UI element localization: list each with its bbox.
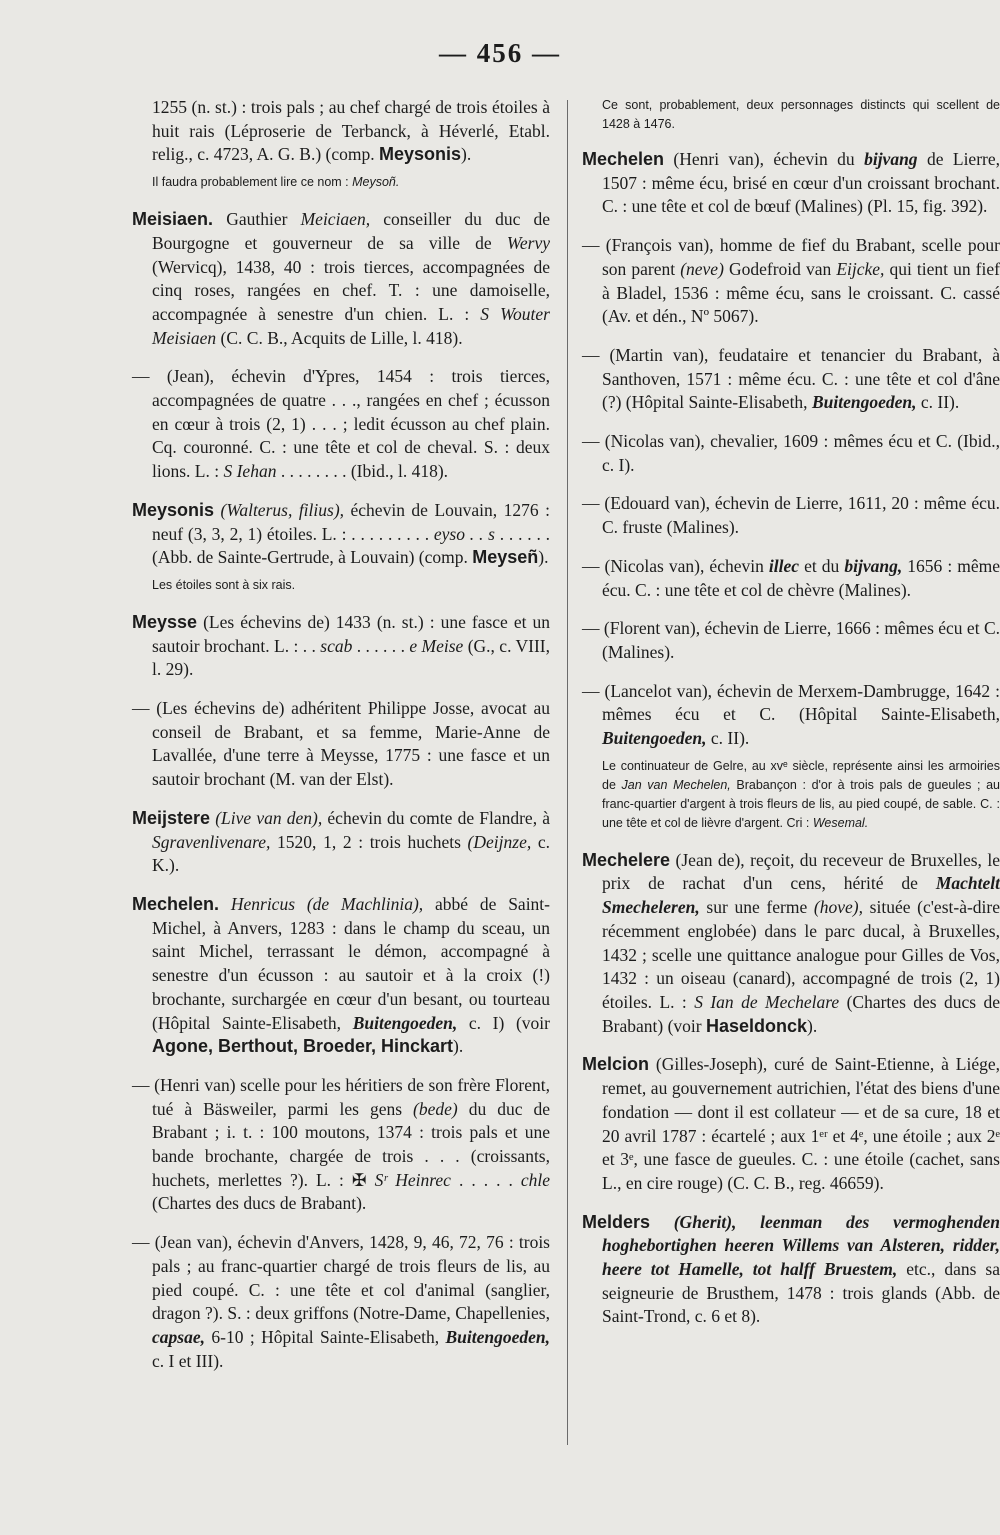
entry-headword: Agone, Berthout, Broeder, Hinckart [152, 1036, 454, 1057]
entry-text [219, 894, 231, 914]
entry-text: — (Henri van) scelle pour les héritiers de son frère Florent, tué à Bäsweiler, parmi les gens [132, 1074, 550, 1119]
entry-text: capsae, [152, 1326, 205, 1347]
entry-text: Sgravenlivenare, [152, 831, 271, 852]
entry-text: illec [768, 555, 800, 576]
entry-text: c. K.). [152, 831, 550, 876]
entry-text: ). [453, 1036, 464, 1057]
footnote-note-1428-1476 [602, 96, 1000, 134]
entry-text: scab [320, 635, 353, 656]
entry-text: Eijcke, [836, 258, 885, 279]
entry-text: 6-10 ; Hôpital Sainte-Elisabeth, [204, 1326, 446, 1347]
entry-headword: Mechelen. [132, 893, 220, 914]
left-column [132, 96, 550, 1388]
entry-text: — (Florent van), échevin de Lierre, 1666 : mêmes écu et C. (Malines). [582, 618, 1000, 662]
entry-text: Les étoiles sont à six rais. [152, 577, 296, 592]
entry-text: — (Lancelot van), échevin de Merxem-Dambrugge, 1642 : mêmes écu et C. (Hôpital Sainte-Elisabeth, [582, 680, 1000, 725]
entry-text: Sʳ Heinrec [374, 1169, 451, 1190]
entry-text: située (c'est-à-dire récemment englobée) dans le parc ducal, à Bruxelles, 1432 ; scelle une quittance analogue pour Gilles de Vos, 1432 : un oiseau (canard), accompagné de trois (2, 1) étoiles. L. : [602, 897, 1000, 1012]
entry-text [650, 1212, 674, 1232]
entry-headword: Meyseñ [472, 547, 539, 568]
entry-text: conseiller du duc de Bourgogne et gouverneur de sa ville de [152, 209, 551, 253]
page-number: — 456 — [439, 38, 561, 68]
entry-text: Henricus (de Machlinia), [230, 893, 424, 914]
entry-text: Brabançon : d'or à trois pals de gueules ; au franc-quartier d'argent à trois fleurs de lis, au pied coupé, de sable. C. : une tête et col de lièvre d'argent. Cri : [602, 777, 1000, 830]
entry-text: Il faudra probablement lire ce nom : [152, 175, 353, 190]
entry-mechelen-henricus [132, 893, 550, 1059]
entry-headword: Melcion [582, 1054, 650, 1075]
entry-text: (Les échevins de) 1433 (n. st.) : une fasce et un sautoir brochant. L. : . . [152, 611, 550, 656]
entry-meijstere [132, 807, 550, 878]
entry-text: ). [461, 144, 472, 165]
entry-text: Jan van Mechelen, [621, 777, 731, 792]
entry-headword: Mechelen [582, 149, 665, 169]
entry-text: (Chartes des ducs de Brabant). [152, 1193, 367, 1214]
entry-text: bijvang [864, 149, 918, 169]
entry-melders [582, 1211, 1000, 1330]
entry-text: (Deijnze, [467, 831, 532, 852]
entry-text: eyso . . s [433, 523, 495, 544]
entry-text: S Ian de Mechelare [694, 991, 840, 1012]
entry-mechelen-henri-1507 [582, 148, 1000, 219]
entry-cont-terbanck [132, 96, 550, 167]
entry-mechelen-martin [582, 344, 1000, 415]
entry-mechelere [582, 849, 1000, 1039]
entry-mechelen-jean [132, 1231, 550, 1373]
entry-headword: Mechelere [582, 849, 671, 870]
entry-text: de Lierre, 1507 : même écu, brisé en cœur d'un croissant brochant. C. : une tête et col de bœuf (Malines) (Pl. 15, fig. 392). [602, 149, 1000, 217]
entry-text: . . . . . . (Abb. de Sainte-Gertrude, à Louvain) (comp. [152, 523, 551, 568]
entry-text: — (François van), homme de fief du Brabant, scelle pour son parent [582, 235, 1000, 279]
entry-text: (Live van den), [215, 807, 323, 828]
entry-text: bijvang, [844, 555, 903, 576]
entry-meysse [132, 611, 550, 682]
entry-text: (hove), [813, 897, 863, 918]
entry-text: c. I et III). [152, 1350, 224, 1371]
entry-text: (bede) [413, 1098, 458, 1119]
entry-text: (Chartes des ducs de Brabant) (voir [602, 991, 1000, 1036]
entry-text: (Gherit), leenman des vermoghenden hoghebortighen heeren Willems van Alsteren, ridder, heere tot Hamelle, tot halff Bruestem, [602, 1211, 1000, 1280]
entry-mechelen-nicolas-1656 [582, 555, 1000, 602]
entry-text: échevin de Louvain, 1276 : neuf (3, 3, 2, 1) étoiles. L. : . . . . . . . . . [152, 499, 550, 544]
column-divider [567, 100, 568, 1445]
entry-headword: Haseldonck [706, 1015, 808, 1036]
entry-mechelen-lancelot [582, 680, 1000, 751]
entry-text: (G., c. VIII, l. 29). [152, 635, 551, 680]
entry-headword: Melders [582, 1211, 651, 1232]
entry-text: (Wervicq), 1438, 40 : trois tierces, accompagnées de cinq roses, rangées en chef. T. : une damoiselle, accompagnée à senestre d'un chien. L. : [152, 256, 550, 324]
entry-text: et du [799, 555, 845, 576]
entry-text: (Henri van), échevin du [664, 149, 865, 169]
footnote-mechelen-lancelot [602, 757, 1000, 833]
entry-meisiaen [132, 208, 550, 350]
entry-text: Gauthier [213, 209, 301, 230]
entry-text: Wesemal. [812, 815, 869, 830]
entry-text: chle [520, 1169, 551, 1190]
entry-headword: Meysse [132, 611, 198, 632]
entry-text: échevin du comte de Flandre, à [322, 807, 551, 828]
entry-text: ). [807, 1015, 818, 1036]
entry-text: qui tient un fief à Bladel, 1536 : même écu, sans le croissant. C. cassé (Av. et dén., Nº 5067). [602, 258, 1000, 327]
entry-text: S Iehan [223, 461, 277, 482]
entry-meysonis [132, 499, 550, 570]
entry-text: — (Nicolas van), chevalier, 1609 : mêmes écu et C. (Ibid., c. I). [582, 431, 1000, 475]
entry-text: — (Nicolas van), échevin [582, 555, 769, 576]
entry-meysse-1775 [132, 697, 550, 792]
entry-mechelen-francois [582, 234, 1000, 329]
entry-text: Meiciaen, [300, 209, 371, 230]
entry-text: c. II). [916, 392, 960, 413]
entry-text: . . . . . [450, 1169, 521, 1190]
entry-text: Wervy [506, 232, 550, 253]
entry-mechelen-henri [132, 1074, 550, 1216]
entry-text: sur une ferme [699, 897, 814, 918]
entry-text: Ce sont, probablement, deux personnages distincts qui scellent de 1428 à 1476. [602, 98, 1000, 131]
entry-text: 1520, 1, 2 : trois huchets [270, 831, 468, 852]
entry-text: c. II). [706, 728, 750, 749]
entry-text: — (Jean van), échevin d'Anvers, 1428, 9, 46, 72, 76 : trois pals ; au franc-quartier chargé de trois fleurs de lis, au pied coupé. C. : une tête et col d'animal (sanglier, dragon ?). S. : deux griffons (Notre-Dame, Chapellenies, [132, 1232, 550, 1324]
entry-melcion [582, 1053, 1000, 1195]
entry-text: Buitengoeden, [352, 1012, 458, 1033]
footnote-cont-terbanck [152, 173, 550, 192]
entry-text: — (Edouard van), échevin de Lierre, 1611, 20 : même écu. C. fruste (Malines). [582, 493, 1000, 538]
entry-text: abbé de Saint-Michel, à Anvers, 1283 : dans le champ du sceau, un saint Michel, terrassant le démon, accompagné à senestre d'un écusson : au sautoir et à la croix (!) brochante, surchargée en cœur d'un besant, ou tourteau (Hôpital Sainte-Elisabeth, [152, 893, 550, 1033]
entry-headword: Meysonis [378, 144, 462, 165]
entry-text: (C. C. B., Acquits de Lille, l. 418). [216, 327, 463, 348]
entry-text: (Gilles-Joseph), curé de Saint-Etienne, à Liége, remet, au gouvernement autrichien, l'état des biens d'une fondation — dont il est collateur — et de sa cure, 18 et 20 avril 1787 : écartelé ; aux 1ᵉʳ et 4ᵉ, une étoile ; aux 2ᵉ et 3ᵉ, une fasce de gueules. C. : une étoile (cachet, sans L., en cire rouge) (C. C. B., reg. 46659). [602, 1054, 1000, 1193]
entry-text: Meysoñ. [352, 175, 400, 190]
entry-text: Godefroid van [723, 258, 837, 279]
entry-text: Le continuateur de Gelre, au xvᵉ siècle, représente ainsi les armoiries de [602, 758, 1000, 792]
entry-headword: Meysonis [132, 499, 215, 520]
entry-text: — (Martin van), feudataire et tenancier du Brabant, à Santhoven, 1571 : même écu. C. : une tête et col d'âne (?) (Hôpital Sainte-Elisabeth, [582, 344, 1000, 413]
entry-text: etc., dans sa seigneurie de Brusthem, 1478 : trois glands (Abb. de Saint-Trond, c. 6 et 8). [602, 1259, 1000, 1327]
entry-text: (neve) [680, 258, 724, 279]
entry-text: du duc de Brabant ; i. t. : 100 moutons, 1374 : trois pals et une bande brochante, chargée de trois . . . (croissants, huchets, merlettes ?). L. : ✠ [152, 1098, 550, 1190]
entry-mechelen-edouard [582, 492, 1000, 539]
entry-text: Buitengoeden, [602, 728, 707, 749]
entry-text: 1255 (n. st.) : trois pals ; au chef chargé de trois étoiles à huit rais (Léproserie de Terbanck, à Héverlé, Etabl. relig., c. 4723, A. G. B.) (comp. [152, 97, 550, 165]
entry-text: . . . . . . [352, 635, 410, 656]
entry-text: — (Les échevins de) adhéritent Philippe Josse, avocat au conseil de Brabant, et sa femme, Marie-Anne de Lavallée, d'une terre à Meysse, 1775 : une fasce et un sautoir brochant (M. van der Elst). [132, 698, 550, 790]
entry-text: . . . . . . . . (Ibid., l. 418). [276, 461, 449, 482]
entry-text: 1656 : même écu. C. : une tête et col de chèvre (Malines). [602, 555, 1000, 600]
entry-text: (Jean de), reçoit, du receveur de Bruxelles, le prix de rachat d'un cens, hérité de [602, 849, 1000, 894]
entry-mechelen-nicolas-1609 [582, 430, 1000, 477]
entry-text: Buitengoeden, [811, 392, 917, 413]
footnote-meysonis [152, 576, 550, 595]
entry-text: e Meise [409, 635, 464, 656]
entry-text: (Walterus, filius), [220, 499, 345, 520]
entry-text: — (Jean), échevin d'Ypres, 1454 : trois tierces, accompagnées de quatre . . ., rangées en chef ; écusson en cœur à trois (2, 1) . . . ; ledit écusson au chef plain. Cq. couronné. C. : une tête et col de cheval. S. : deux lions. L. : [132, 366, 550, 482]
entry-text: S Wouter Meisiaen [152, 303, 550, 348]
entry-text: c. I) (voir [457, 1012, 550, 1033]
entry-headword: Meisiaen. [132, 209, 214, 230]
entry-meisiaen-jean [132, 365, 550, 484]
entry-text: Machtelt Smecheleren, [602, 873, 1000, 918]
entry-headword: Meijstere [132, 807, 211, 828]
entry-mechelen-florent [582, 617, 1000, 664]
entry-text: Buitengoeden, [445, 1326, 550, 1347]
right-column [582, 96, 1000, 1344]
entry-text: ). [538, 547, 549, 568]
